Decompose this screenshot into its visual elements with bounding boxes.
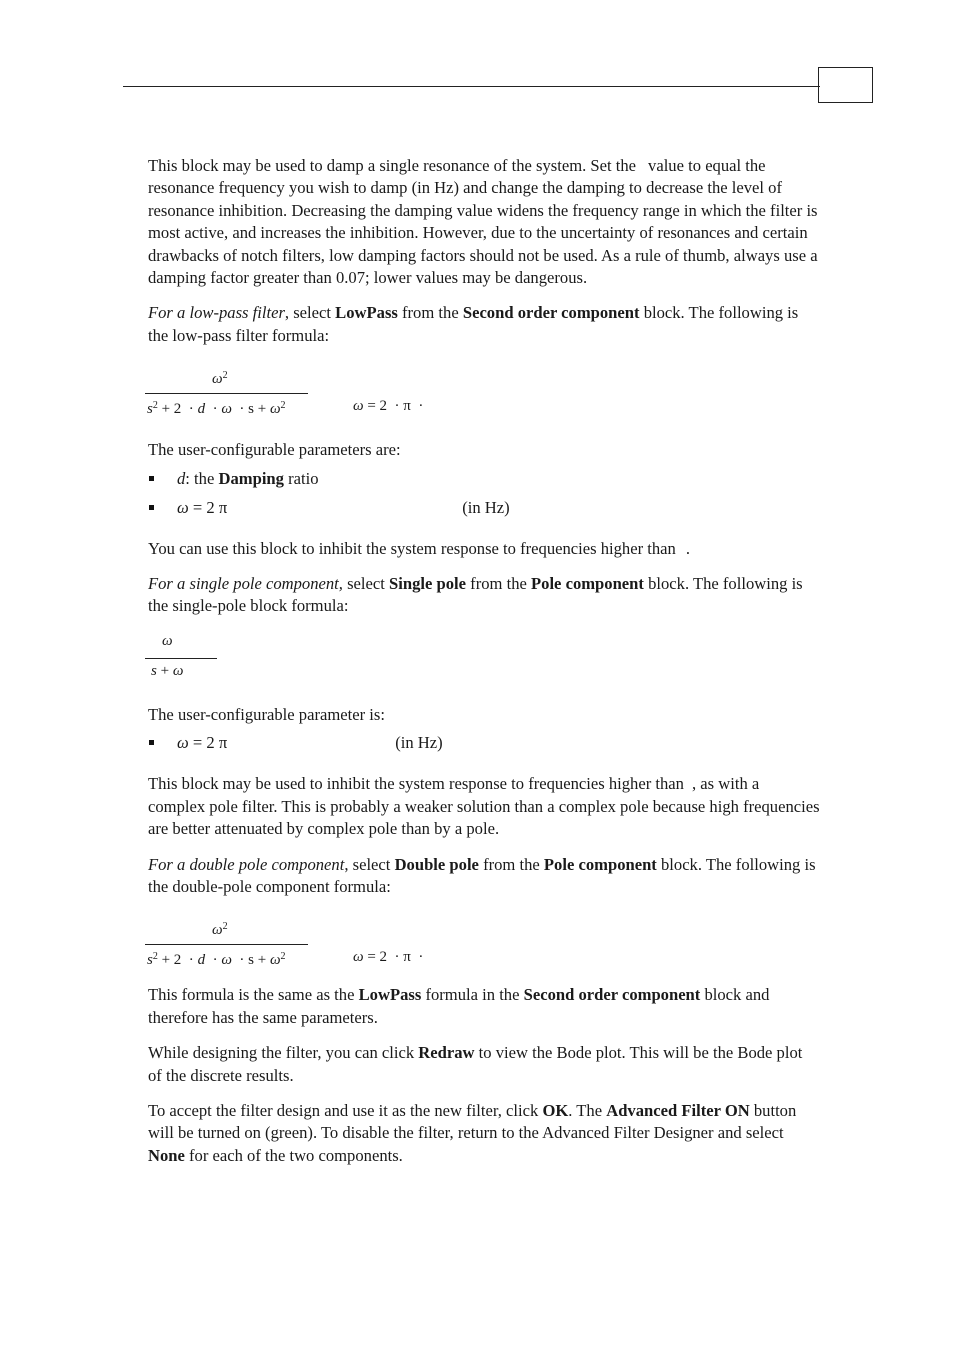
lowpass-formula xyxy=(145,365,820,431)
unit-label: (in Hz) xyxy=(462,497,510,517)
bullet-text: = 2 π xyxy=(188,497,228,517)
omega-symbol: ω xyxy=(353,398,364,415)
omega-symbol: ω xyxy=(269,952,281,969)
s-symbol: s xyxy=(151,662,157,679)
page-content xyxy=(148,155,820,1167)
accept-t3: button will be turned on (green). To disable the filter, return to the Advanced Filter Designer and select xyxy=(148,1100,797,1143)
redraw-paragraph xyxy=(148,1042,820,1087)
ok-keyword: OK xyxy=(542,1100,569,1120)
d-symbol: d xyxy=(177,468,186,488)
den-part: + xyxy=(156,662,173,679)
den-part: · s + xyxy=(231,401,270,418)
pole-component-keyword: Pole component xyxy=(543,854,657,874)
usage-rest: with a complex pole filter. This is probably a weaker solution than a complex pole because high frequencies are better attenuated by complex pole than by a pole. xyxy=(148,774,820,839)
formula-denominator xyxy=(151,660,183,682)
accept-paragraph xyxy=(148,1100,820,1167)
den-part: · s + xyxy=(231,952,270,969)
fraction-bar xyxy=(145,658,217,659)
den-part: · xyxy=(205,952,222,969)
second-order-keyword: Second order component xyxy=(462,303,640,323)
bullet-tail: ratio xyxy=(283,468,319,488)
bullet-marker xyxy=(149,476,154,481)
d-symbol: d xyxy=(197,952,206,969)
omega-symbol: ω xyxy=(177,497,189,517)
formula-denominator xyxy=(147,395,286,420)
exponent: 2 xyxy=(152,951,158,963)
lowpass-t3: block. The following is the low-pass filter formula: xyxy=(148,303,799,345)
dp-t1: , select xyxy=(344,854,395,874)
single-pole-usage xyxy=(148,773,820,840)
usage-text: You can use this block to inhibit the system response to frequencies higher than xyxy=(148,538,676,558)
formula-denominator xyxy=(147,946,286,971)
lowpass-usage xyxy=(148,538,820,560)
usage-end: . xyxy=(685,538,690,558)
s-symbol: s xyxy=(147,401,153,418)
dp-t2: from the xyxy=(478,854,544,874)
bullet-text: = 2 π xyxy=(188,733,228,753)
omega-symbol: ω xyxy=(221,401,232,418)
omega-definition xyxy=(353,395,423,417)
omega-definition xyxy=(353,946,423,968)
unit-label: (in Hz) xyxy=(395,733,443,753)
pole-component-keyword: Pole component xyxy=(531,574,644,594)
fraction-bar xyxy=(145,393,308,394)
omega-symbol: ω xyxy=(162,632,173,649)
d-symbol: d xyxy=(197,401,206,418)
fraction-bar xyxy=(145,944,308,945)
bullet-text: : the xyxy=(185,468,219,488)
list-item xyxy=(148,468,820,497)
s-symbol: s xyxy=(147,952,153,969)
lowpass-lead: For a low-pass filter xyxy=(148,303,285,323)
lowpass-t2: from the xyxy=(397,303,463,323)
dp-t3: block. The following is the double-pole component formula: xyxy=(148,854,816,896)
bullet-marker xyxy=(149,505,154,510)
double-pole-intro xyxy=(148,854,820,899)
omega-symbol: ω xyxy=(177,733,189,753)
lowpass-params-list xyxy=(148,468,820,526)
single-pole-keyword: Single pole xyxy=(389,574,467,594)
same-t3: block and therefore has the same parameters. xyxy=(148,985,770,1027)
sp-t2: from the xyxy=(466,574,532,594)
advanced-filter-on-keyword: Advanced Filter ON xyxy=(606,1100,750,1120)
exponent: 2 xyxy=(280,951,286,963)
den-part: + 2 · xyxy=(157,952,198,969)
second-order-keyword: Second order component xyxy=(523,985,701,1005)
sp-t3: block. The following is the single-pole block formula: xyxy=(148,574,803,616)
formula-numerator xyxy=(162,630,173,652)
formula-numerator xyxy=(212,365,228,390)
formula-numerator xyxy=(212,916,228,941)
double-pole-keyword: Double pole xyxy=(394,854,479,874)
lowpass-keyword: LowPass xyxy=(358,985,422,1005)
rhs-text: = 2 · π · xyxy=(363,949,424,966)
lowpass-params-intro: The user-configurable parameters are: xyxy=(148,440,401,460)
single-pole-formula xyxy=(145,632,820,694)
double-pole-lead: For a double pole component xyxy=(148,854,345,874)
num-exponent: 2 xyxy=(222,921,228,933)
intro-line1: This block may be used to damp a single resonance of the system. Set the xyxy=(148,156,637,175)
exponent: 2 xyxy=(280,400,286,412)
omega-symbol: ω xyxy=(353,949,364,966)
list-item xyxy=(148,497,820,526)
num-exponent: 2 xyxy=(222,370,228,382)
list-item xyxy=(148,732,820,761)
intro-paragraph xyxy=(148,155,820,289)
usage-text-b: , as xyxy=(691,774,715,794)
omega-symbol: ω xyxy=(172,662,184,679)
redraw-t1: While designing the filter, you can click xyxy=(148,1043,419,1063)
exponent: 2 xyxy=(152,400,158,412)
den-part: · xyxy=(205,401,222,418)
den-part: + 2 · xyxy=(157,401,198,418)
single-pole-params-list xyxy=(148,732,820,761)
same-t2: formula in the xyxy=(421,985,524,1005)
sp-t1: select xyxy=(342,574,390,594)
same-formula-paragraph xyxy=(148,984,820,1029)
accept-t1: To accept the filter design and use it as the new filter, click xyxy=(148,1100,543,1120)
accept-t4: for each of the two components. xyxy=(184,1145,403,1165)
accept-t2: . The xyxy=(568,1100,607,1120)
intro-line1b: value to xyxy=(648,156,702,175)
intro-rest: equal the resonance frequency you wish to damp (in Hz) and change the damping to decrease the level of resonance inhibition. Decreasing the damping value widens the frequency range in which the filter is most active, and increases the inhibition. However, due to the uncertainty of resonances and certain drawbacks of notch filters, low damping factors should not be used. As a rule of thumb, always use a damping factor greater than 0.07; lower values may be dangerous. xyxy=(148,156,818,288)
rhs-text: = 2 · π · xyxy=(363,398,424,415)
single-pole-lead: For a single pole component, xyxy=(148,574,343,594)
lowpass-keyword: LowPass xyxy=(335,303,398,323)
lowpass-t1: , select xyxy=(284,303,336,323)
lowpass-intro xyxy=(148,302,820,347)
single-pole-params-intro: The user-configurable parameter is: xyxy=(148,704,385,724)
page-number-box xyxy=(818,67,873,103)
bullet-marker xyxy=(149,740,154,745)
omega-symbol: ω xyxy=(212,922,223,939)
redraw-keyword: Redraw xyxy=(418,1043,475,1063)
omega-symbol: ω xyxy=(212,371,223,388)
redraw-t2: to view the Bode plot. This will be the Bode plot of the discrete results. xyxy=(148,1043,803,1085)
double-pole-formula xyxy=(145,916,820,976)
omega-symbol: ω xyxy=(221,952,232,969)
damping-keyword: Damping xyxy=(218,468,284,488)
omega-symbol: ω xyxy=(269,401,281,418)
single-pole-intro xyxy=(148,573,820,618)
header-rule xyxy=(123,86,820,87)
none-keyword: None xyxy=(148,1145,185,1165)
same-t1: This formula is the same as the xyxy=(148,985,359,1005)
usage-text: This block may be used to inhibit the system response to frequencies higher than xyxy=(148,774,684,794)
